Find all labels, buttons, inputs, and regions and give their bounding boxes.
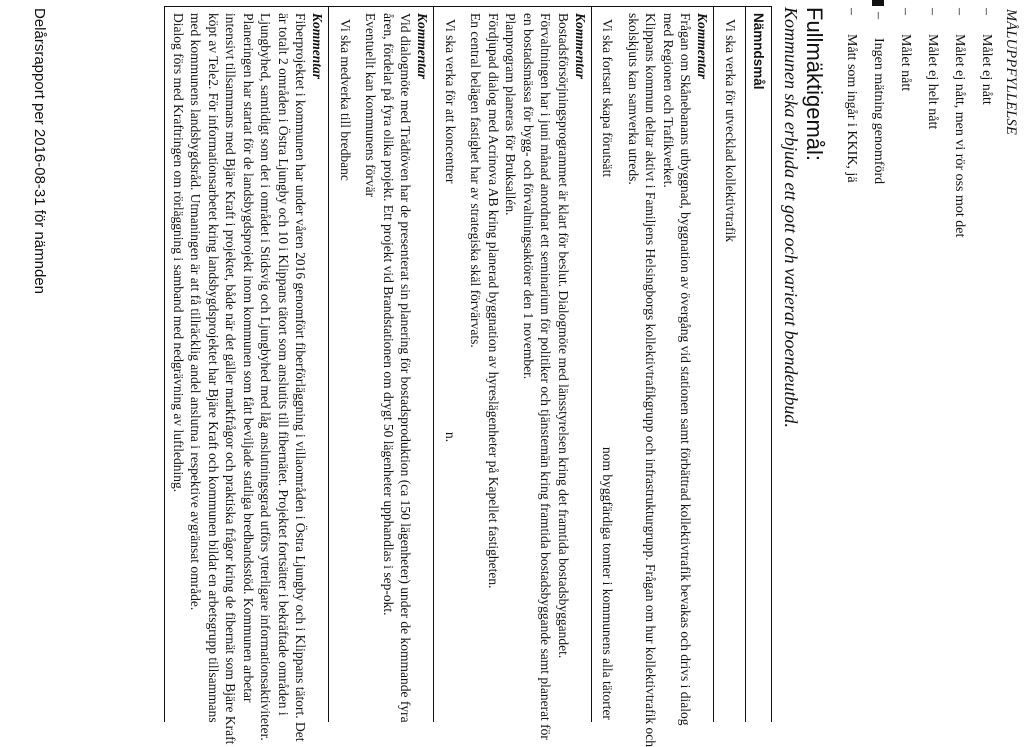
comment-label: Kommentar [310,13,326,80]
comment-line: Ljungbyhed, samtidigt som det i området i Stidsvig och Ljungbyhed med låg anslutningsgrad utförs ytterligare informationsaktiviteter. [258,13,274,741]
legend-item [973,8,1000,735]
subgoal-text: Vi ska medverka till bredbanc [337,19,353,181]
comment-line: Planprogram planeras för Bruksallén. [503,13,519,216]
legend-item [865,0,892,735]
comment-line: Vid dialogmöte med Trädtöven har de presenterat sin planering för bostadsproduktion (ca 150 lägenheter) under de kommande fyra [398,13,414,723]
comment-text [362,7,415,722]
comment-text [165,7,309,745]
goal-table [164,6,772,747]
comment-line: köpt av Tele2. För informationsarbetet kring landsbygdsprojektet har Bjäre Kraft och kommunen bildat en arbetsgrupp tillsammans [205,13,221,723]
comment-line: Förvaltningen har i juni månad anordnat ett seminarium för politiker och tjänstemän kring framtida bostadsbyggande samt planerat för [538,13,554,740]
comment-line: En central belägen fastighet har av strategiska skäl förvärvats. [468,13,484,348]
subgoal-text: Vi ska verka för utvecklad kollektivtrafik [722,19,738,242]
legend-dash: – [952,8,968,15]
comment-label: Kommentar [415,13,431,80]
legend-label: Målet nått [898,34,914,92]
legend [838,0,1000,735]
legend-dash: – [871,12,887,19]
section-title: MÅLUPPFYLLELSE [1003,9,1019,136]
comment-line: intensivt tillsammans med Bjäre Kraft i projektet, både när det gäller markfrågor och praktiska frågor kring de fibernät som Bjäre Kraft [223,13,239,745]
comment-line: skolskjuts kan samverka utreds. [625,13,641,185]
divider [713,7,714,722]
comment-line: Frågan om Skånebanans utbyggnad, byggnation av övergång vid stationen samt förbättrad kollektivtrafik bevakas och drivs i dialog [678,13,694,726]
divider [433,7,434,722]
comment-line: Fördjupad dialog med Acrinova AB kring planerad byggnation av hyreslägenheter på Kapellet fastigheten. [485,13,501,589]
legend-label: Ingen mätning genomförd [871,38,887,185]
goal-subheading: Kommunen ska erbjuda ett gott och varierat boendeutbud. [781,7,801,428]
legend-dash: – [898,8,914,15]
divider [328,7,329,722]
subgoal-row [596,7,624,722]
comment-text [624,7,694,747]
subgoal-row [333,7,361,722]
legend-item [919,8,946,735]
comment-line: med Regionen och Trafikverket. [660,13,676,188]
legend-dash: – [925,8,941,15]
goal-heading: Fullmäktigemål: [802,7,827,162]
legend-label: Målet ej nått [979,34,995,105]
subgoal-text-continued: n. [442,432,458,443]
divider [591,7,592,722]
legend-item [892,8,919,735]
comment-line: Dialog förs med Kraftringen om rörläggning i samband med nedgrävning av luftledning. [170,13,186,493]
comment-text [467,7,572,740]
comment-label: Kommentar [572,13,588,80]
comment-line: Klippans kommun deltar aktivt i Familjens Helsingborgs kollektivtrafikgrupp och infrastrukturgrupp. Frågan om hur kollektivtrafik och [643,13,659,747]
comment-line: Planeringen har startat för de landsbygdsprojekt inom kommunen som fått beviljade statliga bredbandsstöd. Kommunen arbetar [240,13,256,703]
subgoal-row [718,7,744,722]
comment-line: en bostadsmässa för bygg- och förvaltningsaktörer den 1 november. [520,13,536,380]
table-header: Nämndsmål [745,7,771,722]
comment-line: Bostadsförsörjningsprogrammet är klart för beslut. Dialogmöte med länsstyrelsen kring det framtida bostadsbyggandet. [555,13,571,659]
subgoal-text: Vi ska verka för att koncentrer [442,19,458,184]
subgoal-text-continued: nom byggfärdiga tomter i kommunens alla tätorter [600,447,616,720]
subgoal-text: Vi ska fortsatt skapa förutsätt [600,19,616,178]
legend-item [838,8,865,735]
status-square-icon [873,0,885,6]
legend-label: Mått som ingår i KKIK, jä [844,34,860,183]
comment-label: Kommentar [695,13,711,80]
comment-line: Eventuellt kan kommunens förvär [363,13,379,198]
comment-line: Fiberprojektet i kommunen har under våren 2016 genomfört fiberförläggning i villaområden i Östra Ljungby och i Klippans tätort. Det [293,13,309,742]
legend-label: Målet ej helt nått [925,34,941,130]
page-footer: Delårsrapport per 2016-08-31 för nämnden [31,8,48,295]
legend-dash: – [844,8,860,15]
legend-label: Målet ej nått, men vi rör oss mot det [952,34,968,238]
comment-line: är totalt 2 områden i Östra Ljungby och 10 i Klippans tätort som anslutits till fibernätet. Projektet fortsätter i bekräftade områden i [275,13,291,716]
subgoal-row [438,7,466,722]
comment-line: åren, fördelat på fyra olika projekt. Ett projekt vid Brandstationen om drygt 50 lägenheter upphandlas i sep-okt. [380,13,396,616]
legend-dash: – [979,8,995,15]
comment-line: med kommunens landsbygdsråd. Utmaningen är att få tillräcklig andel anslutna i respektive avgränsat område. [188,13,204,611]
legend-item [946,8,973,735]
